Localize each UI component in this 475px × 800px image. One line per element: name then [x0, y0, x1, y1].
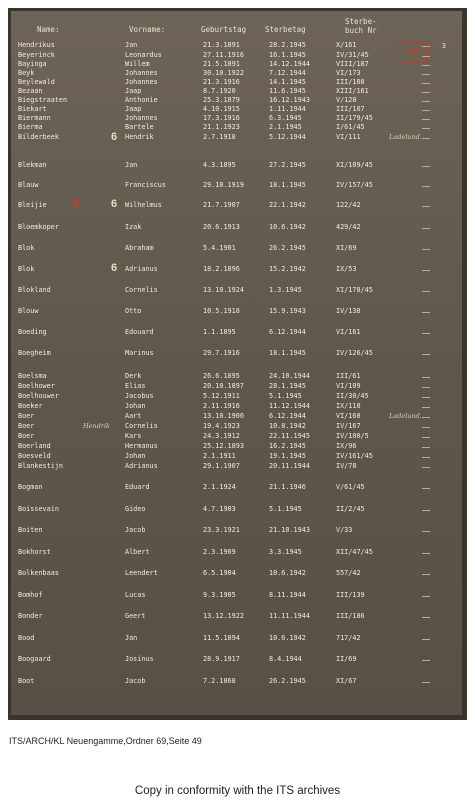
row-surname: Bood: [18, 634, 35, 642]
checkmark: [422, 65, 430, 66]
row-surname: Boegheim: [18, 349, 51, 357]
row-birth-date: 21.1.1923: [203, 123, 240, 131]
row-birth-date: 13.12.1922: [203, 612, 244, 620]
register-row: [11, 483, 462, 493]
row-death-date: 8.4.1944: [269, 655, 302, 663]
row-first-name: Johan: [125, 452, 146, 460]
row-book-number: II/30/45: [336, 392, 369, 400]
row-book-number: IV/138: [336, 307, 361, 315]
row-book-number: X/161: [336, 41, 357, 49]
register-row: [11, 161, 462, 171]
row-death-date: 15.2.1942: [269, 265, 306, 273]
register-row: [11, 372, 462, 382]
row-surname: Blokland: [18, 286, 51, 294]
row-birth-date: 13.10.1900: [203, 412, 244, 420]
register-row: [11, 244, 462, 254]
row-surname: Beyerinck: [18, 51, 55, 59]
row-surname: Biekart: [18, 105, 47, 113]
row-first-name: Cornelis: [125, 286, 158, 294]
row-birth-date: 7.2.1868: [203, 677, 236, 685]
checkmark: [422, 467, 430, 468]
row-death-date: 19.1.1945: [269, 452, 306, 460]
row-birth-date: 20.10.1897: [203, 382, 244, 390]
row-surname: Boelhouwer: [18, 392, 59, 400]
row-birth-date: 25.3.1879: [203, 96, 240, 104]
row-death-date: 1.11.1944: [269, 105, 306, 113]
row-book-number: IX/53: [336, 265, 357, 273]
row-death-date: 7.12.1944: [269, 69, 306, 77]
row-surname: Hendrikus: [18, 41, 55, 49]
row-surname: Boeker: [18, 402, 43, 410]
row-first-name: Adrianus: [125, 265, 158, 273]
register-row: [11, 505, 462, 515]
row-book-number: VI/168: [336, 412, 361, 420]
checkmark: [422, 553, 430, 554]
row-death-date: 18.1.1945: [269, 349, 306, 357]
row-book-number: VI/111: [336, 133, 361, 141]
checkmark: [422, 270, 430, 271]
row-first-name: Jan: [125, 634, 138, 642]
checkmark: [422, 377, 430, 378]
row-book-number: V/128: [336, 96, 357, 104]
row-death-date: 10.8.1942: [269, 422, 306, 430]
row-death-date: 6.12.1944: [269, 328, 306, 336]
handwritten-mark: 6: [111, 198, 118, 210]
row-first-name: Marinus: [125, 349, 154, 357]
row-death-date: 14.12.1944: [269, 60, 310, 68]
row-birth-date: 2.3.1909: [203, 548, 236, 556]
row-first-name: Leendert: [125, 569, 158, 577]
row-birth-date: 8.7.1920: [203, 87, 236, 95]
checkmark: [422, 333, 430, 334]
register-row: [11, 548, 462, 558]
register-row: [11, 328, 462, 338]
row-surname: Boogaard: [18, 655, 51, 663]
checkmark: [422, 83, 430, 84]
row-book-number: II/2/45: [336, 505, 365, 513]
row-book-number: XII/47/45: [336, 548, 373, 556]
row-surname: Biermann: [18, 114, 51, 122]
row-surname: Boiten: [18, 526, 43, 534]
checkmark: [422, 291, 430, 292]
row-birth-date: 21.3.1916: [203, 78, 240, 86]
row-first-name: Jacob: [125, 677, 146, 685]
row-surname: Blouw: [18, 307, 39, 315]
row-birth-date: 23.3.1921: [203, 526, 240, 534]
row-first-name: Willem: [125, 60, 150, 68]
row-death-date: 3.3.1945: [269, 548, 302, 556]
row-death-date: 22.1.1942: [269, 201, 306, 209]
register-row: [11, 677, 462, 687]
row-first-name: Johannes: [125, 78, 158, 86]
register-row: [11, 442, 462, 452]
row-book-number: II/179/45: [336, 114, 373, 122]
row-death-date: 10.6.1942: [269, 634, 306, 642]
checkmark: [422, 138, 430, 139]
header-death: Sterbetag: [265, 25, 306, 34]
row-death-date: 16.1.1945: [269, 51, 306, 59]
row-birth-date: 21.7.1907: [203, 201, 240, 209]
checkmark: [422, 206, 430, 207]
checkmark: [422, 92, 430, 93]
row-surname: Blankestijn: [18, 462, 64, 470]
checkmark: [422, 228, 430, 229]
row-first-name: Cornelis: [125, 422, 158, 430]
row-birth-date: 20.6.1913: [203, 223, 240, 231]
row-first-name: Jan: [125, 161, 138, 169]
row-birth-date: 24.3.1912: [203, 432, 240, 440]
row-book-number: II/69: [336, 655, 357, 663]
handwritten-note: Ladelund.: [389, 412, 422, 420]
row-first-name: Otto: [125, 307, 142, 315]
page-number: 3: [441, 42, 446, 50]
row-first-name: Josinus: [125, 655, 154, 663]
row-birth-date: 5.12.1911: [203, 392, 240, 400]
row-first-name: Hermanus: [125, 442, 158, 450]
row-surname: Bokhorst: [18, 548, 51, 556]
checkmark: [422, 74, 430, 75]
handwritten-note: Hendrik: [83, 422, 110, 430]
row-death-date: 18.1.1945: [269, 181, 306, 189]
row-birth-date: 2.1.1924: [203, 483, 236, 491]
row-first-name: Jan: [125, 41, 138, 49]
checkmark: [422, 407, 430, 408]
row-death-date: 27.2.1945: [269, 161, 306, 169]
row-surname: Boissevain: [18, 505, 59, 513]
row-birth-date: 18.2.1896: [203, 265, 240, 273]
row-surname: Bolkenbaas: [18, 569, 59, 577]
row-surname: Beyk: [18, 69, 35, 77]
row-birth-date: 11.5.1894: [203, 634, 240, 642]
row-surname: Bogman: [18, 483, 43, 491]
checkmark: [422, 639, 430, 640]
row-surname: Boer: [18, 432, 35, 440]
checkmark: [422, 186, 430, 187]
row-first-name: Eduard: [125, 483, 150, 491]
checkmark: [422, 387, 430, 388]
header-first-name: Vorname:: [129, 25, 166, 34]
row-birth-date: 4.10.1915: [203, 105, 240, 113]
row-book-number: IV/126/45: [336, 349, 373, 357]
header-name: Name:: [37, 25, 60, 34]
checkmark: [422, 660, 430, 661]
row-surname: Blok: [18, 244, 35, 252]
row-death-date: 15.9.1943: [269, 307, 306, 315]
register-row: [11, 402, 462, 412]
row-death-date: 26.2.1945: [269, 677, 306, 685]
row-book-number: 122/42: [336, 201, 361, 209]
row-birth-date: 30.10.1922: [203, 69, 244, 77]
row-birth-date: 26.6.1895: [203, 372, 240, 380]
register-row: [11, 432, 462, 442]
row-book-number: VI/109: [336, 382, 361, 390]
checkmark: [422, 46, 430, 47]
register-row: [11, 181, 462, 191]
register-row: [11, 392, 462, 402]
row-surname: Boelhower: [18, 382, 55, 390]
row-surname: Bezaan: [18, 87, 43, 95]
row-birth-date: 2.1.1911: [203, 452, 236, 460]
register-row: [11, 591, 462, 601]
row-book-number: III/186: [336, 612, 365, 620]
row-book-number: IX/110: [336, 402, 361, 410]
row-death-date: 20.11.1944: [269, 462, 310, 470]
row-first-name: Gideo: [125, 505, 146, 513]
register-page: [11, 11, 462, 715]
row-death-date: 16.2.1945: [269, 442, 306, 450]
row-surname: Blekman: [18, 161, 47, 169]
row-death-date: 2.1.1945: [269, 123, 302, 131]
row-surname: Bonder: [18, 612, 43, 620]
register-row: [11, 123, 462, 133]
row-book-number: IV/78: [336, 462, 357, 470]
row-birth-date: 29.1.1907: [203, 462, 240, 470]
row-first-name: Geert: [125, 612, 146, 620]
row-death-date: 10.6.1942: [269, 223, 306, 231]
row-birth-date: 6.5.1904: [203, 569, 236, 577]
register-row: [11, 612, 462, 622]
row-first-name: Johannes: [125, 114, 158, 122]
row-death-date: 11.11.1944: [269, 612, 310, 620]
handwritten-mark: 6: [111, 131, 118, 143]
row-first-name: Edouard: [125, 328, 154, 336]
row-first-name: Johan: [125, 402, 146, 410]
row-book-number: III/108: [336, 78, 365, 86]
row-death-date: 5.12.1944: [269, 133, 306, 141]
checkmark: [422, 312, 430, 313]
row-first-name: Hendrik: [125, 133, 154, 141]
row-first-name: Jaap: [125, 105, 142, 113]
row-book-number: V/33: [336, 526, 353, 534]
row-book-number: 717/42: [336, 634, 361, 642]
row-death-date: 6.12.1944: [269, 412, 306, 420]
row-first-name: Jacobus: [125, 392, 154, 400]
row-first-name: Anthonie: [125, 96, 158, 104]
row-birth-date: 25.12.1893: [203, 442, 244, 450]
archive-footer: Copy in conformity with the ITS archives: [134, 785, 341, 797]
row-book-number: VIII/187: [336, 60, 369, 68]
register-row: [11, 655, 462, 665]
row-first-name: Elias: [125, 382, 146, 390]
checkmark: [422, 574, 430, 575]
row-first-name: Bartele: [125, 123, 154, 131]
row-death-date: 11.12.1944: [269, 402, 310, 410]
checkmark: [422, 128, 430, 129]
row-surname: Bloemkoper: [18, 223, 59, 231]
row-surname: Bayinga: [18, 60, 47, 68]
checkmark: [422, 101, 430, 102]
register-row: [11, 286, 462, 296]
row-first-name: Aart: [125, 412, 142, 420]
register-row: [11, 382, 462, 392]
row-birth-date: 2.11.1916: [203, 402, 240, 410]
row-first-name: Derk: [125, 372, 142, 380]
checkmark: [422, 110, 430, 111]
row-first-name: Leonardus: [125, 51, 162, 59]
checkmark: [422, 510, 430, 511]
row-death-date: 28.2.1945: [269, 41, 306, 49]
row-birth-date: 28.9.1917: [203, 655, 240, 663]
row-death-date: 5.1.1945: [269, 392, 302, 400]
row-first-name: Albert: [125, 548, 150, 556]
row-birth-date: 17.3.1916: [203, 114, 240, 122]
row-surname: Bilderbeek: [18, 133, 59, 141]
row-book-number: III/61: [336, 372, 361, 380]
register-row: [11, 462, 462, 472]
row-surname: Boesveld: [18, 452, 51, 460]
row-death-date: 5.1.1945: [269, 505, 302, 513]
row-birth-date: 1.1.1895: [203, 328, 236, 336]
row-first-name: Jaap: [125, 87, 142, 95]
header-birth: Geburtstag: [201, 25, 247, 34]
row-book-number: IV/100/5: [336, 432, 369, 440]
row-surname: Boer: [18, 422, 35, 430]
checkmark: [422, 447, 430, 448]
register-row: [11, 422, 462, 432]
row-book-number: IX/96: [336, 442, 357, 450]
row-surname: Bleijie: [18, 201, 47, 209]
row-birth-date: 5.4.1901: [203, 244, 236, 252]
register-row: [11, 634, 462, 644]
archive-caption: ITS/ARCH/KL Neuengamme,Ordner 69,Seite 49: [9, 736, 202, 746]
checkmark: [422, 417, 430, 418]
checkmark: [422, 354, 430, 355]
row-surname: Boerland: [18, 442, 51, 450]
row-death-date: 16.12.1943: [269, 96, 310, 104]
row-first-name: Johannes: [125, 69, 158, 77]
row-surname: Blauw: [18, 181, 39, 189]
row-first-name: Adrianus: [125, 462, 158, 470]
checkmark: [422, 531, 430, 532]
row-birth-date: 4.3.1895: [203, 161, 236, 169]
row-book-number: IV/31/45: [336, 51, 369, 59]
checkmark: [422, 437, 430, 438]
checkmark: [422, 427, 430, 428]
checkmark: [422, 457, 430, 458]
row-birth-date: 29.10.1919: [203, 181, 244, 189]
register-row: [11, 265, 462, 275]
header-book: Sterbe- buch Nr: [345, 17, 377, 35]
row-death-date: 22.11.1945: [269, 432, 310, 440]
row-first-name: Lucas: [125, 591, 146, 599]
row-death-date: 1.3.1945: [269, 286, 302, 294]
row-book-number: XI/67: [336, 677, 357, 685]
checkmark: [422, 397, 430, 398]
row-death-date: 8.11.1944: [269, 591, 306, 599]
row-first-name: Wilhelmus: [125, 201, 162, 209]
register-row: [11, 307, 462, 317]
row-book-number: XI/178/45: [336, 286, 373, 294]
row-book-number: III/139: [336, 591, 365, 599]
register-rows: [11, 11, 462, 715]
row-surname: Boot: [18, 677, 35, 685]
row-birth-date: 4.7.1903: [203, 505, 236, 513]
row-first-name: Abraham: [125, 244, 154, 252]
handwritten-mark: 6: [111, 262, 118, 274]
row-book-number: VI/173: [336, 69, 361, 77]
row-surname: Boer: [18, 412, 35, 420]
row-death-date: 11.6.1945: [269, 87, 306, 95]
register-row: [11, 349, 462, 359]
row-death-date: 10.6.1942: [269, 569, 306, 577]
row-surname: Boeding: [18, 328, 47, 336]
row-surname: Blok: [18, 265, 35, 273]
checkmark: [422, 682, 430, 683]
row-surname: Beylewald: [18, 78, 55, 86]
row-birth-date: 13.10.1924: [203, 286, 244, 294]
row-birth-date: 9.3.1905: [203, 591, 236, 599]
checkmark: [422, 119, 430, 120]
row-book-number: 429/42: [336, 223, 361, 231]
row-birth-date: 21.5.1891: [203, 60, 240, 68]
row-book-number: IV/167: [336, 422, 361, 430]
checkmark: [422, 249, 430, 250]
row-birth-date: 27.11.1916: [203, 51, 244, 59]
register-row: [11, 452, 462, 462]
row-death-date: 21.1.1946: [269, 483, 306, 491]
row-book-number: IV/157/45: [336, 181, 373, 189]
checkmark: [422, 56, 430, 57]
handwritten-note: Ladelund.: [389, 133, 422, 141]
row-book-number: XI/69: [336, 244, 357, 252]
row-birth-date: 21.3.1891: [203, 41, 240, 49]
row-death-date: 14.1.1945: [269, 78, 306, 86]
register-row: [11, 41, 462, 51]
row-death-date: 28.1.1945: [269, 382, 306, 390]
row-birth-date: 10.5.1918: [203, 307, 240, 315]
document-scan: [8, 8, 467, 720]
row-death-date: 21.10.1943: [269, 526, 310, 534]
page-mark: 49: [397, 43, 427, 63]
row-book-number: XIII/161: [336, 87, 369, 95]
handwritten-mark-red: 5: [73, 198, 80, 210]
row-first-name: Izak: [125, 223, 142, 231]
row-book-number: 557/42: [336, 569, 361, 577]
row-birth-date: 19.4.1923: [203, 422, 240, 430]
register-row: [11, 223, 462, 233]
row-death-date: 26.2.1945: [269, 244, 306, 252]
row-surname: Biegstraaten: [18, 96, 68, 104]
row-book-number: IV/161/45: [336, 452, 373, 460]
row-book-number: I/61/45: [336, 123, 365, 131]
row-birth-date: 29.7.1916: [203, 349, 240, 357]
row-first-name: Franciscus: [125, 181, 166, 189]
row-surname: Bierma: [18, 123, 43, 131]
checkmark: [422, 166, 430, 167]
register-row: [11, 526, 462, 536]
row-surname: Boelsma: [18, 372, 47, 380]
checkmark: [422, 488, 430, 489]
checkmark: [422, 617, 430, 618]
row-first-name: Jacob: [125, 526, 146, 534]
register-row: [11, 569, 462, 579]
checkmark: [422, 596, 430, 597]
row-book-number: VI/161: [336, 328, 361, 336]
row-surname: Bomhof: [18, 591, 43, 599]
row-death-date: 6.3.1945: [269, 114, 302, 122]
row-death-date: 24.10.1944: [269, 372, 310, 380]
row-birth-date: 2.7.1918: [203, 133, 236, 141]
row-first-name: Kars: [125, 432, 142, 440]
row-book-number: V/61/45: [336, 483, 365, 491]
row-book-number: XI/109/45: [336, 161, 373, 169]
row-book-number: III/107: [336, 105, 365, 113]
